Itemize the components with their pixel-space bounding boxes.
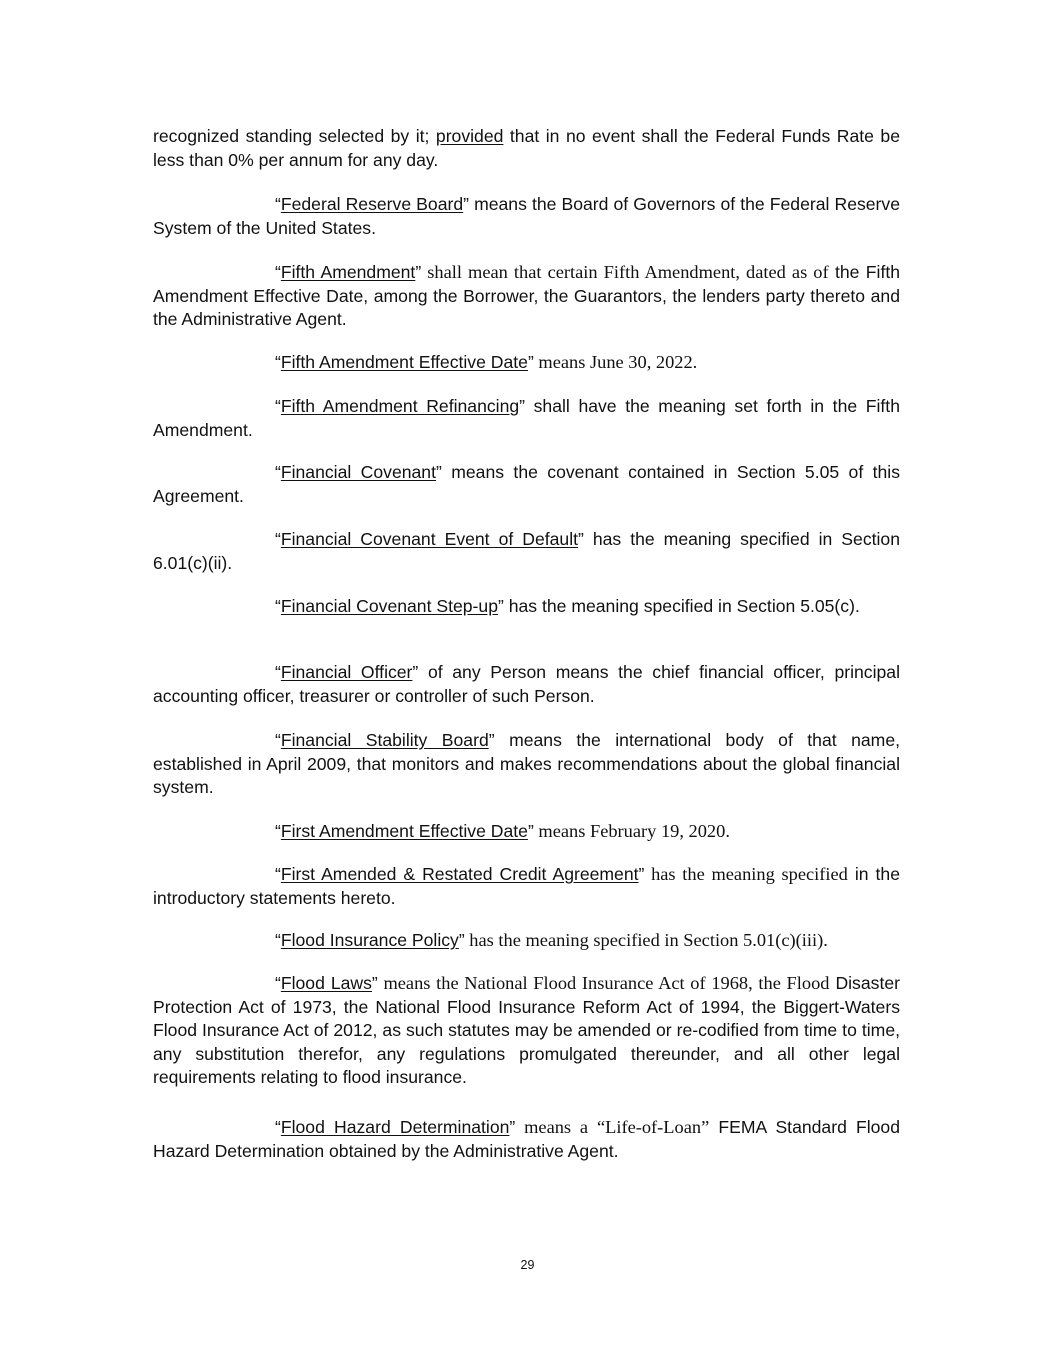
open-quote: “ bbox=[275, 262, 281, 282]
close-quote: ” bbox=[412, 662, 419, 682]
definition-text: means the covenant contained in Section 5.05 of this Agreement. bbox=[153, 462, 900, 506]
definition-text: has the meaning specified in Section 6.01(c)(ii). bbox=[153, 529, 900, 573]
close-quote: ” bbox=[371, 973, 378, 993]
continuation-text-after: that in no event shall the Federal Funds Rate be less than 0% per annum for any day. bbox=[153, 126, 900, 170]
defined-term: First Amendment Effective Date bbox=[280, 821, 528, 841]
definition-text: FEMA Standard Flood Hazard Determination obtained by the Administrative Agent. bbox=[153, 1117, 901, 1161]
definition-paragraph bbox=[153, 1116, 900, 1163]
provided-term: provided bbox=[435, 126, 504, 146]
definition-text: means the Board of Governors of the Federal Reserve System of the United States. bbox=[153, 194, 900, 238]
defined-term: Fifth Amendment Effective Date bbox=[280, 352, 528, 372]
close-quote: ” bbox=[578, 529, 584, 549]
open-quote: “ bbox=[275, 1117, 281, 1137]
close-quote: ” bbox=[527, 352, 534, 372]
open-quote: “ bbox=[275, 352, 281, 372]
open-quote: “ bbox=[275, 930, 281, 950]
definition-paragraph bbox=[153, 351, 900, 375]
definition-text: means the international body of that name, established in April 2009, that monitors and makes recommendations about the global financial system. bbox=[153, 730, 901, 797]
definition-paragraph bbox=[153, 729, 900, 800]
open-quote: “ bbox=[275, 194, 281, 214]
definition-paragraph bbox=[153, 261, 900, 332]
defined-term: Fifth Amendment bbox=[280, 262, 416, 282]
continuation-paragraph bbox=[153, 125, 900, 172]
defined-term: Flood Laws bbox=[280, 973, 372, 993]
defined-term: Federal Reserve Board bbox=[280, 194, 464, 214]
defined-term: Flood Hazard Determination bbox=[280, 1117, 510, 1137]
close-quote: ” bbox=[638, 864, 645, 884]
defined-term: Financial Covenant Event of Default bbox=[280, 529, 578, 549]
close-quote: ” bbox=[519, 396, 525, 416]
defined-term: Financial Covenant bbox=[280, 462, 436, 482]
definition-paragraph bbox=[153, 661, 900, 708]
defined-term: Fifth Amendment Refinancing bbox=[280, 396, 520, 416]
definition-text: shall have the meaning set forth in the Fifth Amendment. bbox=[153, 396, 900, 440]
close-quote: ” bbox=[509, 1117, 516, 1137]
page-number: 29 bbox=[520, 1258, 535, 1272]
definition-text: has the meaning specified in Section 5.05(c). bbox=[503, 596, 860, 616]
definition-paragraph bbox=[153, 929, 900, 953]
definition-text: the Fifth Amendment Effective Date, among the Borrower, the Guarantors, the lenders party thereto and the Administrative Agent. bbox=[153, 262, 901, 329]
close-quote: ” bbox=[463, 194, 469, 214]
defined-term: Financial Officer bbox=[280, 662, 413, 682]
open-quote: “ bbox=[275, 821, 281, 841]
definition-paragraph bbox=[153, 820, 900, 844]
definition-paragraph bbox=[153, 972, 900, 1090]
open-quote: “ bbox=[275, 462, 281, 482]
definition-text: of any Person means the chief financial officer, principal accounting officer, treasurer or controller of such Person. bbox=[153, 662, 900, 706]
definition-paragraph bbox=[153, 461, 900, 508]
close-quote: ” bbox=[497, 596, 504, 616]
close-quote: ” bbox=[435, 462, 442, 482]
definition-serif-text: means the National Flood Insurance Act of 1968, the Flood bbox=[377, 973, 830, 993]
definition-paragraph bbox=[153, 595, 900, 619]
definition-serif-text: means a “Life-of-Loan” bbox=[515, 1117, 710, 1137]
defined-term: First Amended & Restated Credit Agreement bbox=[280, 864, 639, 884]
defined-term: Flood Insurance Policy bbox=[280, 930, 459, 950]
open-quote: “ bbox=[275, 529, 281, 549]
close-quote: ” bbox=[458, 930, 465, 950]
defined-term: Financial Stability Board bbox=[280, 730, 489, 750]
close-quote: ” bbox=[415, 262, 422, 282]
definition-text: Disaster Protection Act of 1973, the National Flood Insurance Reform Act of 1994, the Biggert-Waters Flood Insurance Act of 2012, as such statutes may be amended or re-codified from time to time, any substitution therefor, any regulations promulgated thereunder, and all other legal requirements relating to flood insurance. bbox=[153, 973, 900, 1087]
definition-paragraph bbox=[153, 193, 900, 240]
definition-serif-text: means June 30, 2022. bbox=[533, 352, 698, 372]
definition-paragraph bbox=[153, 395, 900, 442]
continuation-text-before: recognized standing selected by it; bbox=[153, 126, 436, 146]
open-quote: “ bbox=[275, 973, 281, 993]
definition-serif-text: has the meaning specified in Section 5.01(c)(iii). bbox=[464, 930, 828, 950]
close-quote: ” bbox=[488, 730, 495, 750]
definition-serif-text: means February 19, 2020. bbox=[533, 821, 730, 841]
open-quote: “ bbox=[275, 596, 281, 616]
open-quote: “ bbox=[275, 730, 281, 750]
definition-serif-text: shall mean that certain Fifth Amendment, dated as of bbox=[421, 262, 829, 282]
definition-paragraph bbox=[153, 863, 900, 910]
definition-text: in the introductory statements hereto. bbox=[153, 864, 900, 908]
defined-term: Financial Covenant Step-up bbox=[280, 596, 498, 616]
close-quote: ” bbox=[527, 821, 534, 841]
open-quote: “ bbox=[275, 864, 281, 884]
definition-serif-text: has the meaning specified bbox=[644, 864, 848, 884]
definition-paragraph bbox=[153, 528, 900, 575]
open-quote: “ bbox=[275, 396, 281, 416]
open-quote: “ bbox=[275, 662, 281, 682]
